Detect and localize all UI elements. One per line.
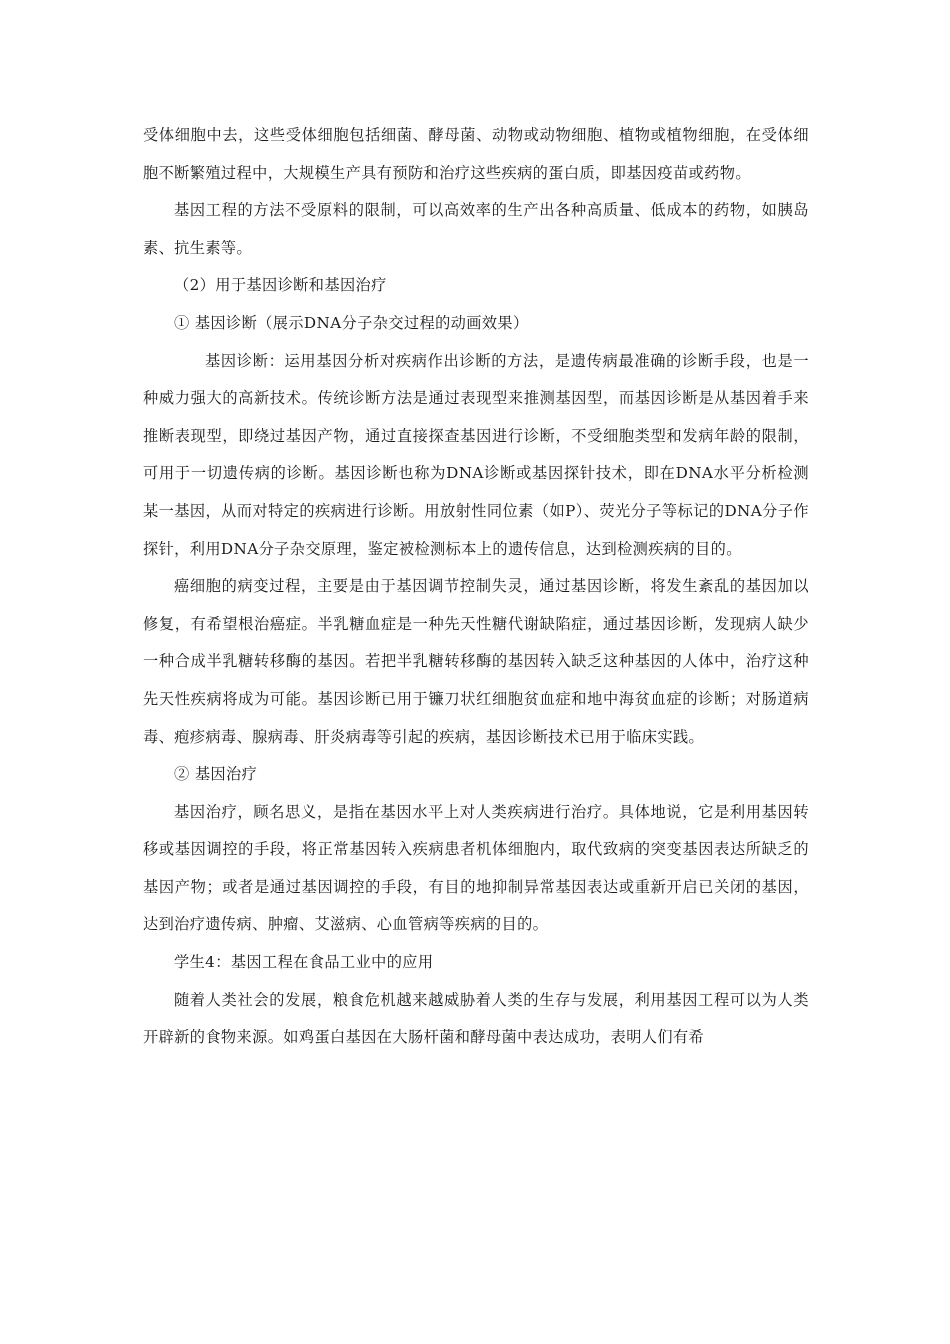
subheading-gene-diagnosis: ① 基因诊断（展示DNA分子杂交过程的动画效果） xyxy=(174,313,529,332)
paragraph-recipient-cells: 受体细胞中去，这些受体细胞包括细菌、酵母菌、动物或动物细胞、植物或植物细胞，在受体细胞不断繁殖过程中，大规模生产具有预防和治疗这些疾病的蛋白质，即基因疫苗或药物。 xyxy=(143,126,809,182)
paragraph-gene-diagnosis: 基因诊断：运用基因分析对疾病作出诊断的方法，是遗传病最准确的诊断手段，也是一种威力强大的高新技术。传统诊断方法是通过表现型来推测基因型，而基因诊断是从基因着手来推断表现型，即绕过基因产物，通过直接探查基因进行诊断，不受细胞类型和发病年龄的限制，可用于一切遗传病的诊断。基因诊断也称为DNA诊断或基因探针技术，即在DNA水平分析检测某一基因，从而对特定的疾病进行诊断。用放射性同位素（如P）、荧光分子等标记的DNA分子作探针，利用DNA分子杂交原理，鉴定被检测标本上的遗传信息，达到检测疾病的目的。 xyxy=(143,351,809,558)
paragraph-raw-material: 基因工程的方法不受原料的限制，可以高效率的生产出各种高质量、低成本的药物，如胰岛素、抗生素等。 xyxy=(143,201,809,257)
document-body xyxy=(143,117,809,1057)
section-heading-diagnosis-therapy: （2）用于基因诊断和基因治疗 xyxy=(174,276,387,295)
paragraph-cancer-cells: 癌细胞的病变过程，主要是由于基因调节控制失灵，通过基因诊断，将发生紊乱的基因加以修复，有希望根治癌症。半乳糖血症是一种先天性糖代谢缺陷症，通过基因诊断，发现病人缺少一种合成半乳糖转移酶的基因。若把半乳糖转移酶的基因转入缺乏这种基因的人体中，治疗这种先天性疾病将成为可能。基因诊断已用于镰刀状红细胞贫血症和地中海贫血症的诊断；对肠道病毒、疱疹病毒、腺病毒、肝炎病毒等引起的疾病，基因诊断技术已用于临床实践。 xyxy=(143,577,809,746)
subheading-gene-therapy: ② 基因治疗 xyxy=(174,765,258,784)
paragraph-gene-therapy: 基因治疗，顾名思义，是指在基因水平上对人类疾病进行治疗。具体地说，它是利用基因转移或基因调控的手段，将正常基因转入疾病患者机体细胞内，取代致病的突变基因表达所缺乏的基因产物；或者是通过基因调控的手段，有目的地抑制异常基因表达或重新开启已关闭的基因，达到治疗遗传病、肿瘤、艾滋病、心血管病等疾病的目的。 xyxy=(143,802,809,934)
paragraph-food-source: 随着人类社会的发展，粮食危机越来越威胁着人类的生存与发展，利用基因工程可以为人类开辟新的食物来源。如鸡蛋白基因在大肠杆菌和酵母菌中表达成功，表明人们有希 xyxy=(143,990,809,1047)
section-heading-food-industry: 学生4：基因工程在食品工业中的应用 xyxy=(174,953,434,972)
